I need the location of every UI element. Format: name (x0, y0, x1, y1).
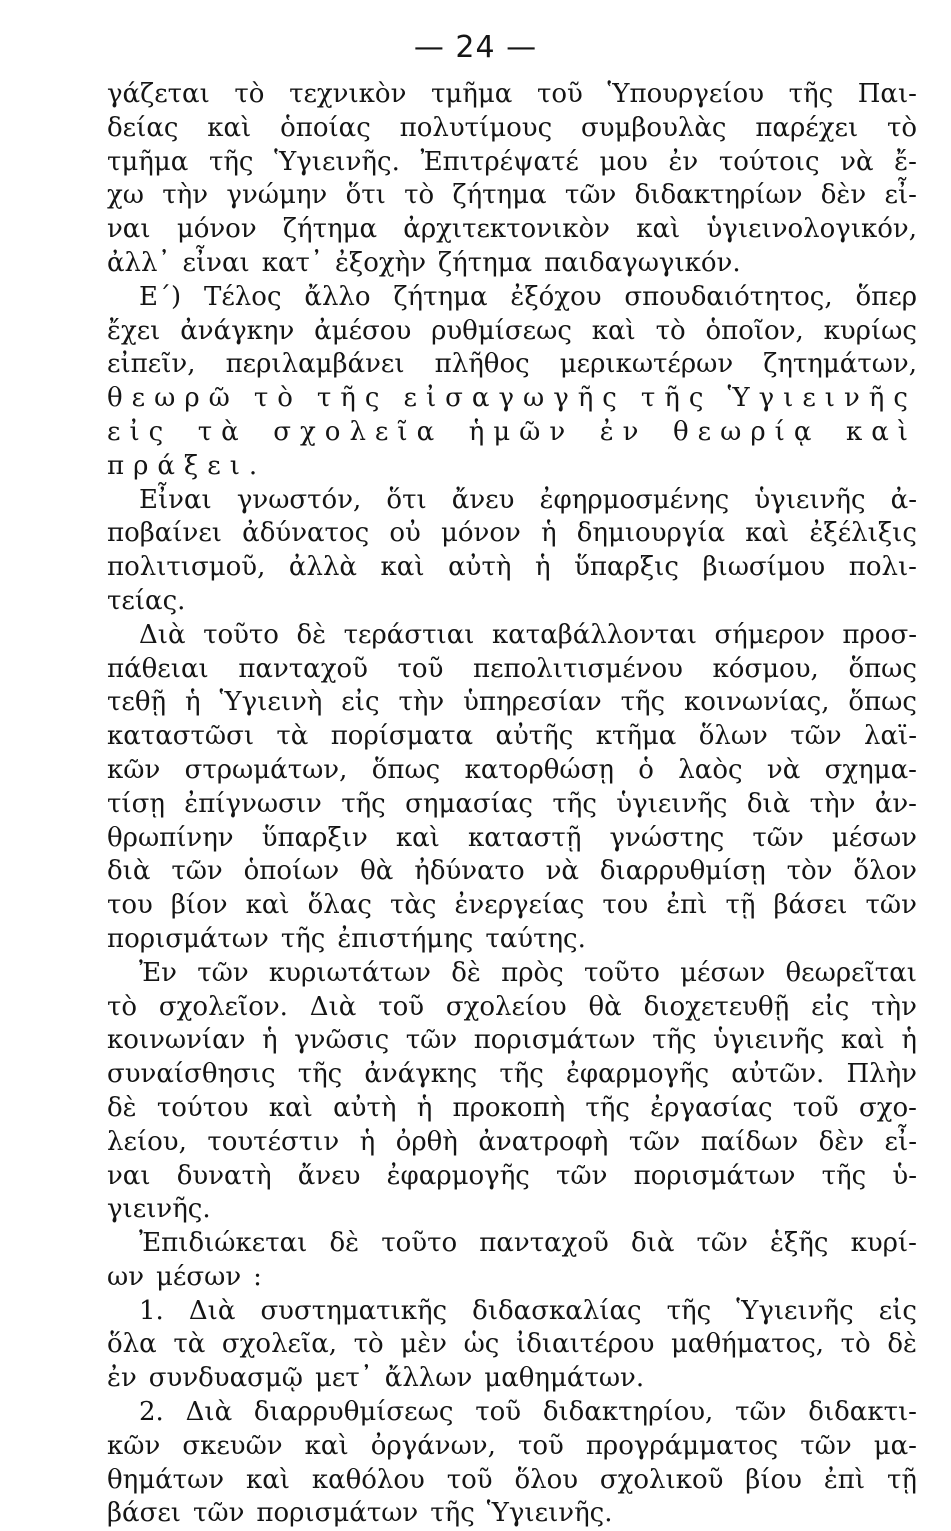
page-number: — 24 — (413, 30, 538, 65)
text-line: κῶν σκευῶν καὶ ὀργάνων, τοῦ προγράμματος τῶν μα- (107, 1430, 917, 1461)
text-line: κοινωνίαν ἡ γνῶσις τῶν πορισμάτων τῆς ὑγιεινῆς καὶ ἡ (107, 1025, 917, 1056)
text-line: ναι δυνατὴ ἄνευ ἐφαρμογῆς τῶν πορισμάτων τῆς ὑ- (107, 1160, 917, 1191)
text-line: ἀλλ᾿ εἶναι κατ᾿ ἐξοχὴν ζήτημα παιδαγωγικόν. (107, 247, 741, 278)
text-line: συναίσθησις τῆς ἀνάγκης τῆς ἐφαρμογῆς αὐτῶν. Πλὴν (107, 1059, 917, 1090)
text-line: λείου, τουτέστιν ἡ ὀρθὴ ἀνατροφὴ τῶν παίδων δὲν εἶ- (107, 1126, 917, 1157)
text-line: εἰπεῖν, περιλαμβάνει πλῆθος μερικωτέρων ζητημάτων, (107, 349, 917, 380)
text-line: πράξει. (107, 450, 267, 481)
text-line: τίσῃ ἐπίγνωσιν τῆς σημασίας τῆς ὑγιεινῆς διὰ τὴν ἀν- (107, 788, 917, 819)
text-line: τεθῇ ἡ Ὑγιεινὴ εἰς τὴν ὑπηρεσίαν τῆς κοινωνίας, ὅπως (107, 687, 917, 718)
text-line: καταστῶσι τὰ πορίσματα αὐτῆς κτῆμα ὅλων τῶν λαϊ- (107, 721, 917, 752)
text-line: θημάτων καὶ καθόλου τοῦ ὅλου σχολικοῦ βίου ἐπὶ τῇ (107, 1464, 917, 1495)
text-line: πάθειαι πανταχοῦ τοῦ πεπολιτισμένου κόσμου, ὅπως (107, 653, 917, 684)
text-line: διὰ τῶν ὁποίων θὰ ἠδύνατο νὰ διαρρυθμίσῃ τὸν ὅλον (107, 856, 917, 887)
text-line: εἰς τὰ σχολεῖα ἡμῶν ἐν θεωρίᾳ καὶ (107, 416, 917, 447)
text-line: θεωρῶ τὸ τῆς εἰσαγωγῆς τῆς Ὑγιεινῆς (107, 383, 917, 414)
text-line: πολιτισμοῦ, ἀλλὰ καὶ αὐτὴ ἡ ὕπαρξις βιωσίμου πολι- (107, 552, 917, 583)
text-line: Διὰ τοῦτο δὲ τεράστιαι καταβάλλονται σήμερον προσ- (139, 619, 917, 650)
text-line: 1. Διὰ συστηματικῆς διδασκαλίας τῆς Ὑγιεινῆς εἰς (139, 1295, 917, 1326)
text-line: χω τὴν γνώμην ὅτι τὸ ζήτημα τῶν διδακτηρίων δὲν εἶ- (107, 180, 917, 211)
text-line: γιεινῆς. (107, 1194, 211, 1225)
text-line: πορισμάτων τῆς ἐπιστήμης ταύτης. (107, 923, 586, 954)
text-line: θρωπίνην ὕπαρξιν καὶ καταστῇ γνώστης τῶν μέσων (107, 822, 917, 853)
text-line: Ε΄) Τέλος ἄλλο ζήτημα ἐξόχου σπουδαιότητος, ὅπερ (139, 281, 917, 312)
text-line: ποβαίνει ἀδύνατος οὐ μόνον ἡ δημιουργία καὶ ἐξέλιξις (107, 518, 917, 549)
text-line: τμῆμα τῆς Ὑγιεινῆς. Ἐπιτρέψατέ μου ἐν τούτοις νὰ ἔ- (107, 146, 917, 177)
text-line: δείας καὶ ὁποίας πολυτίμους συμβουλὰς παρέχει τὸ (107, 112, 917, 143)
text-line: Ἐν τῶν κυριωτάτων δὲ πρὸς τοῦτο μέσων θεωρεῖται (139, 957, 917, 988)
text-line: τείας. (107, 585, 186, 616)
text-line: κῶν στρωμάτων, ὅπως κατορθώσῃ ὁ λαὸς νὰ σχημα- (107, 754, 917, 785)
text-line: ὅλα τὰ σχολεῖα, τὸ μὲν ὡς ἰδιαιτέρου μαθήματος, τὸ δὲ (107, 1329, 917, 1360)
body-text (105, 78, 917, 1531)
text-line: ἔχει ἀνάγκην ἀμέσου ρυθμίσεως καὶ τὸ ὁποῖον, κυρίως (107, 315, 917, 346)
text-line: ναι μόνον ζήτημα ἀρχιτεκτονικὸν καὶ ὑγιεινολογικόν, (107, 214, 917, 245)
text-line: δὲ τούτου καὶ αὐτὴ ἡ προκοπὴ τῆς ἐργασίας τοῦ σχο- (107, 1092, 917, 1123)
text-line: του βίον καὶ ὅλας τὰς ἐνεργείας του ἐπὶ τῇ βάσει τῶν (107, 890, 917, 921)
text-line: ἐν συνδυασμῷ μετ᾿ ἄλλων μαθημάτων. (107, 1363, 645, 1394)
text-line: 2. Διὰ διαρρυθμίσεως τοῦ διδακτηρίου, τῶν διδακτι- (139, 1397, 917, 1428)
text-line: ων μέσων : (107, 1261, 262, 1292)
text-line: γάζεται τὸ τεχνικὸν τμῆμα τοῦ Ὑπουργείου τῆς Παι- (107, 79, 917, 109)
text-line: Εἶναι γνωστόν, ὅτι ἄνευ ἐφηρμοσμένης ὑγιεινῆς ἀ- (139, 484, 917, 515)
text-line: Ἐπιδιώκεται δὲ τοῦτο πανταχοῦ διὰ τῶν ἑξῆς κυρί- (139, 1228, 917, 1259)
text-line: βάσει τῶν πορισμάτων τῆς Ὑγιεινῆς. (107, 1498, 613, 1529)
text-line: τὸ σχολεῖον. Διὰ τοῦ σχολείου θὰ διοχετευθῇ εἰς τὴν (107, 991, 917, 1022)
